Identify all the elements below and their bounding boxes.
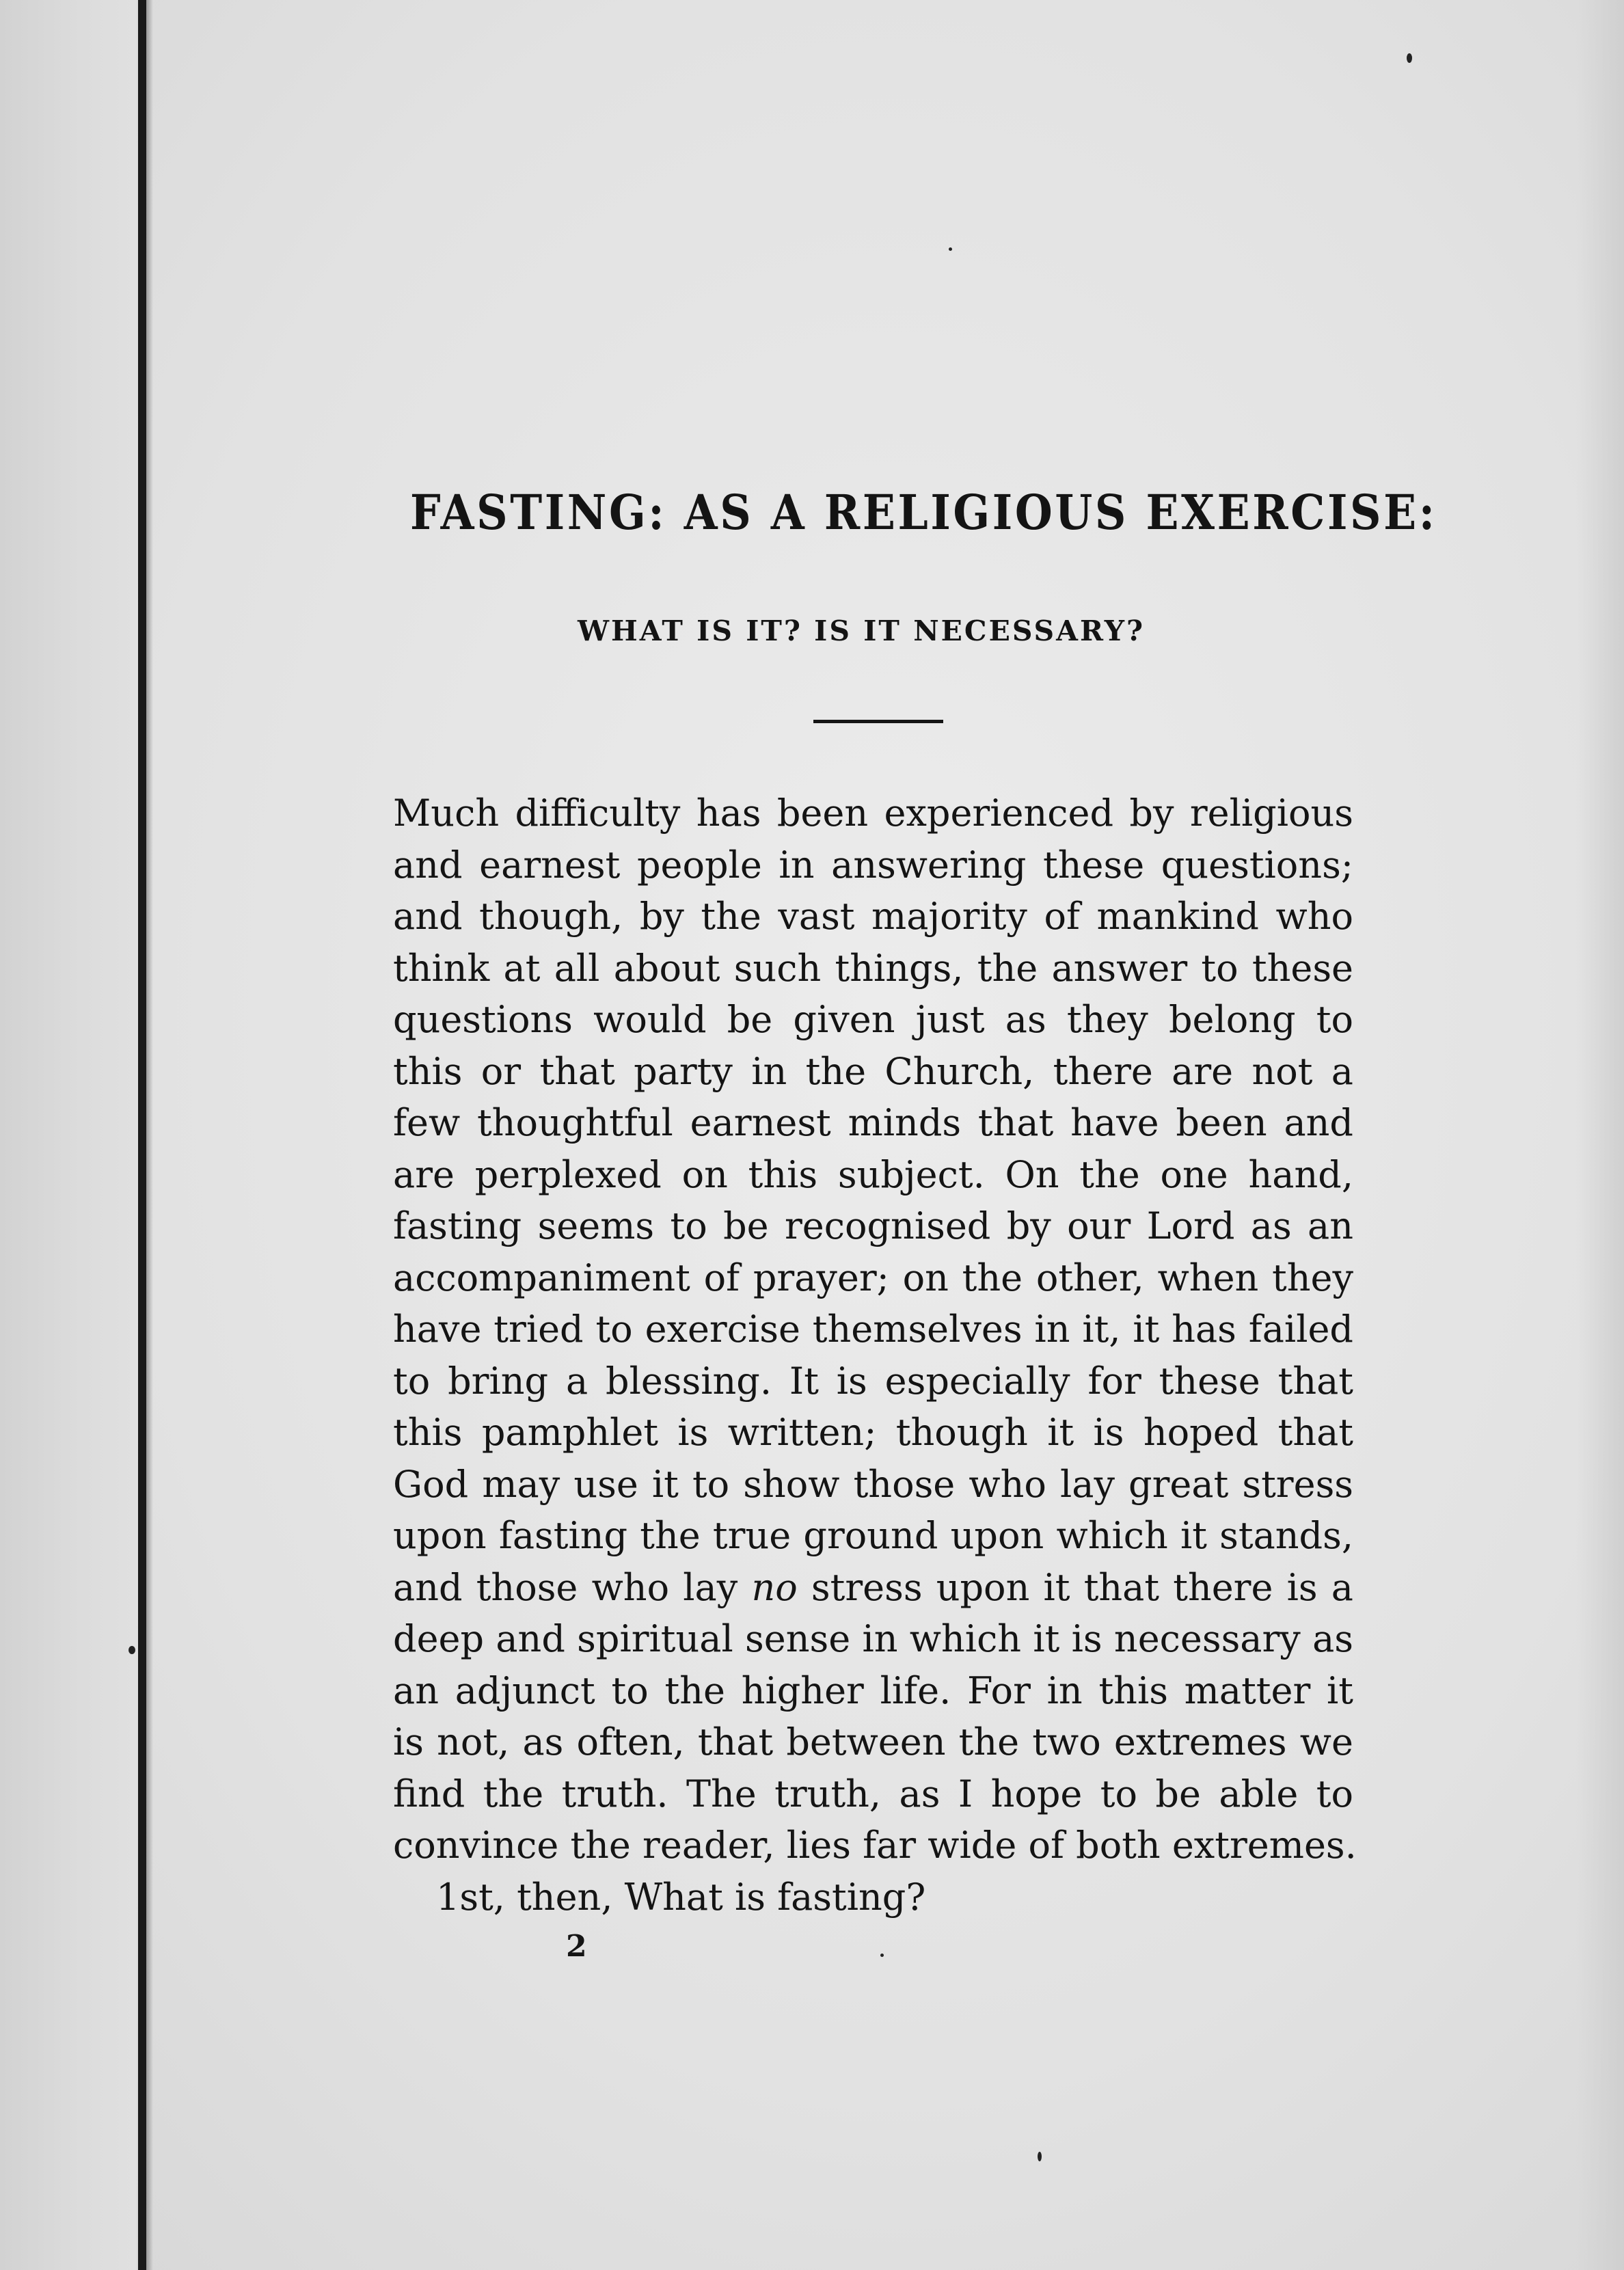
left-margin — [0, 0, 137, 2270]
text-line: convince the reader, lies far wide of both extremes. — [393, 1824, 1357, 1867]
page-title: FASTING: AS A RELIGIOUS EXERCISE: — [410, 484, 1437, 541]
text-line: an adjunct to the higher life. For in this matter it — [393, 1668, 1353, 1712]
page-number: 2 — [566, 1929, 587, 1964]
text-line: are perplexed on this subject. On the one hand, — [393, 1152, 1353, 1196]
text-line: questions would be given just as they belong to — [393, 998, 1353, 1041]
text-line: few thoughtful earnest minds that have been and — [393, 1101, 1353, 1144]
scan-speck — [1407, 53, 1412, 63]
binding-edge — [138, 0, 146, 2270]
text-line: 1st, then, What is fasting? — [436, 1875, 926, 1919]
text-line: deep and spiritual sense in which it is necessary as — [393, 1617, 1353, 1660]
text-line: have tried to exercise themselves in it, it has failed — [393, 1308, 1353, 1351]
right-edge-shadow — [1576, 0, 1624, 2270]
text-line: is not, as often, that between the two extremes we — [393, 1720, 1353, 1764]
title-rule — [813, 720, 943, 723]
page-subtitle: WHAT IS IT? IS IT NECESSARY? — [578, 614, 1146, 647]
binding-shadow — [146, 0, 153, 2270]
text-line: and earnest people in answering these questions; — [393, 843, 1353, 887]
text-line — [393, 1562, 1353, 1614]
text-line: accompaniment of prayer; on the other, when they — [393, 1256, 1353, 1299]
emphasis-word: no — [751, 1565, 798, 1609]
text-segment: stress upon it that there is a — [797, 1565, 1354, 1609]
text-line: think at all about such things, the answer to these — [393, 946, 1353, 990]
text-line: and though, by the vast majority of mankind who — [393, 895, 1353, 938]
text-line: upon fasting the true ground upon which it stands, — [393, 1514, 1353, 1557]
text-line: this pamphlet is written; though it is hoped that — [393, 1411, 1353, 1454]
text-line: find the truth. The truth, as I hope to be able to — [393, 1772, 1353, 1815]
text-line: to bring a blessing. It is especially for these that — [393, 1359, 1353, 1403]
body-text — [393, 787, 1357, 1923]
scan-speck — [128, 1646, 135, 1654]
scan-speck — [1038, 2152, 1042, 2161]
scan-speck — [949, 247, 952, 251]
text-line: this or that party in the Church, there are not a — [393, 1049, 1353, 1093]
text-segment: and those who lay — [393, 1565, 752, 1609]
text-line: God may use it to show those who lay great stress — [393, 1462, 1353, 1506]
scan-speck — [880, 1954, 884, 1957]
text-line: fasting seems to be recognised by our Lord as an — [393, 1204, 1353, 1247]
text-line: Much difficulty has been experienced by religious — [393, 792, 1353, 835]
